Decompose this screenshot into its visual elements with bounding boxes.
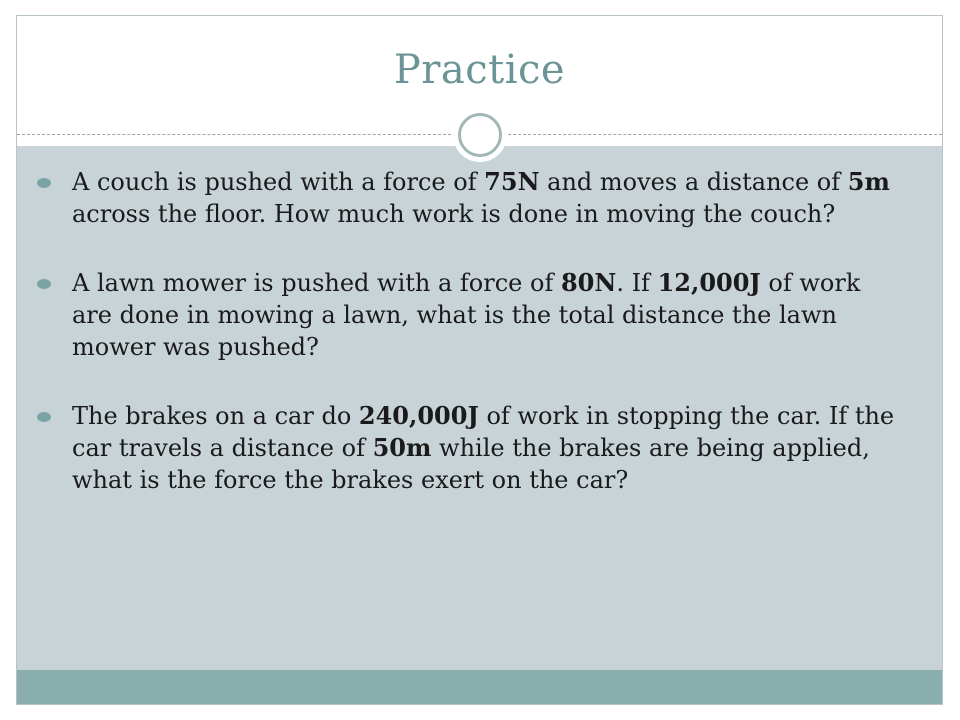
question-text: A couch is pushed with a force of [72,168,485,196]
question-text: and moves a distance of [539,168,848,196]
question-text: The brakes on a car do [72,402,359,430]
emblem-ring [458,113,502,157]
work-value: 240,000J [358,401,479,430]
question-text: A lawn mower is pushed with a force of [72,269,561,297]
slide-title: Practice [393,47,566,93]
force-value: 80N [560,268,617,297]
circle-emblem-icon [453,108,507,162]
question-item [17,400,942,496]
bullet-icon [37,178,51,188]
distance-value: 50m [372,433,432,462]
bullet-icon [37,279,51,289]
question-text: of work in stopping the car. If the car travels a distance of [72,402,895,462]
work-value: 12,000J [657,268,761,297]
slide [16,15,943,705]
question-text: . If [616,269,658,297]
question-item [17,166,942,230]
question-item [17,267,942,363]
force-value: 75N [484,167,540,196]
question-list [17,166,942,533]
question-text: across the floor. How much work is done in moving the couch? [72,200,836,228]
bullet-icon [37,412,51,422]
question-text: while the brakes are being applied, what is the force the brakes exert on the car? [72,434,870,494]
footer-band [17,670,942,705]
question-text: of work are done in mowing a lawn, what is the total distance the lawn mower was pushed? [72,269,861,361]
distance-value: 5m [847,167,890,196]
